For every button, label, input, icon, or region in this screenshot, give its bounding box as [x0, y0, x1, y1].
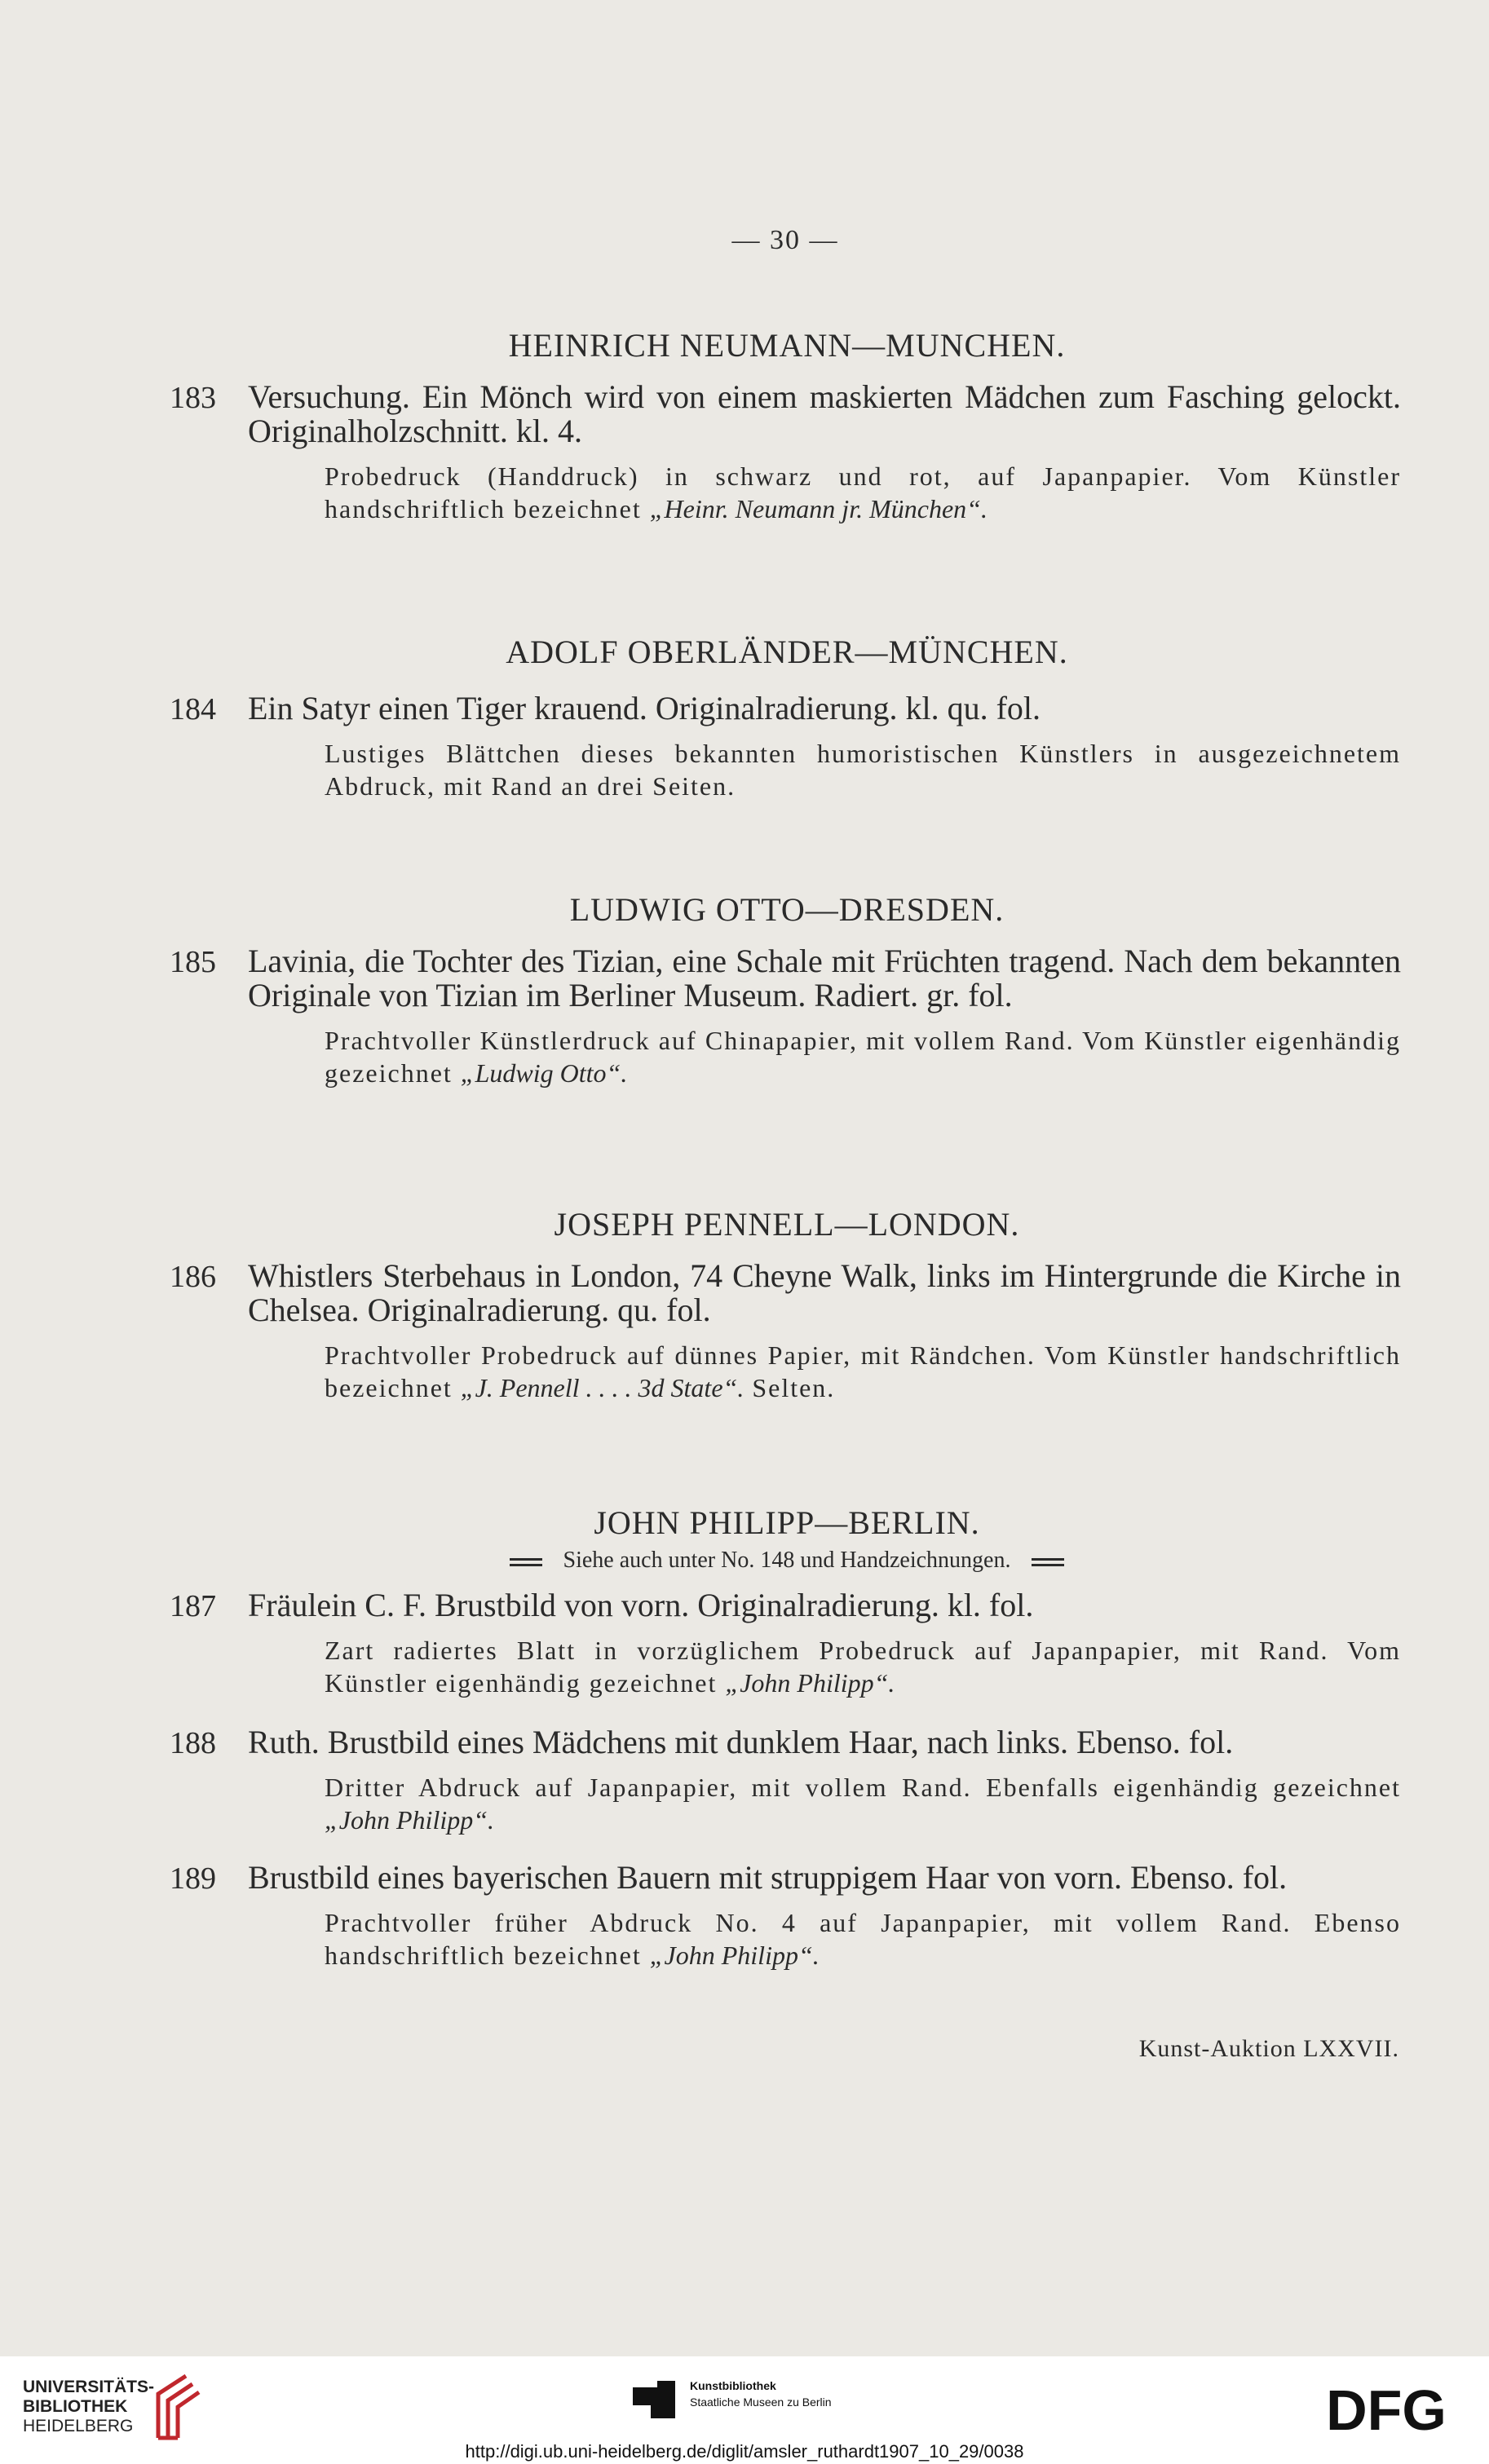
entry-title: Ruth. Brustbild eines Mädchens mit dunklem Haar, nach links. Ebenso. fol.	[248, 1724, 1234, 1760]
university-library-logo-icon	[150, 2369, 207, 2444]
entry-description	[325, 460, 1401, 525]
catalog-entry-184	[170, 691, 1401, 802]
section-heading-philipp: JOHN PHILIPP—BERLIN.	[594, 1504, 980, 1541]
page-number: — 30 —	[731, 225, 839, 255]
catalog-entry-187	[170, 1588, 1401, 1699]
artist-signature: „Heinr. Neumann jr. München“.	[649, 494, 988, 523]
entry-title: Fräulein C. F. Brustbild von vorn. Originalradierung. kl. fol.	[248, 1587, 1034, 1623]
entry-description	[325, 1339, 1401, 1404]
entry-description: Lustiges Blättchen dieses bekannten humoristischen Künstlers in ausgezeichnetem Abdruck, mit Rand an drei Seiten.	[325, 739, 1401, 801]
entry-number: 189	[170, 1861, 216, 1896]
kunstbibliothek-logo-text	[690, 2378, 832, 2410]
entry-title: Ein Satyr einen Tiger krauend. Originalradierung. kl. qu. fol.	[248, 690, 1041, 726]
double-rule-icon	[1032, 1558, 1064, 1566]
artist-signature: „John Philipp“.	[325, 1805, 495, 1835]
artist-signature: „John Philipp“.	[725, 1668, 895, 1698]
entry-number: 186	[170, 1260, 216, 1294]
source-url[interactable]: http://digi.ub.uni-heidelberg.de/diglit/amsler_ruthardt1907_10_29/0038	[465, 2441, 1024, 2462]
kunstbibliothek-subtitle: Staatliche Museen zu Berlin	[690, 2396, 832, 2409]
entry-description-text: Zart radiertes Blatt in vorzüglichem Probedruck auf Japanpapier, mit Rand. Vom Künstler eigenhändig gezeichnet	[325, 1636, 1401, 1698]
entry-description-text: Dritter Abdruck auf Japanpapier, mit vollem Rand. Ebenfalls eigenhändig gezeichnet	[325, 1773, 1401, 1802]
section-heading-oberlaender: ADOLF OBERLÄNDER—MÜNCHEN.	[506, 634, 1068, 670]
entry-description	[325, 1771, 1401, 1836]
entry-number: 183	[170, 381, 216, 415]
entry-description	[325, 1906, 1401, 1972]
entry-number: 188	[170, 1726, 216, 1760]
catalog-entry-186	[170, 1259, 1401, 1404]
entry-number: 187	[170, 1589, 216, 1623]
entry-description-tail: Selten.	[744, 1373, 836, 1402]
entry-description-text: Prachtvoller Künstlerdruck auf Chinapapier, mit vollem Rand. Vom Künstler eigenhändig gezeichnet	[325, 1026, 1401, 1088]
catalog-entry-188	[170, 1725, 1401, 1836]
entry-number: 184	[170, 692, 216, 726]
kunstbibliothek-name: Kunstbibliothek	[690, 2379, 776, 2392]
entry-number: 185	[170, 945, 216, 979]
auction-catalog-mark: Kunst-Auktion LXXVII.	[1138, 2035, 1399, 2062]
entry-description-text: Probedruck (Handdruck) in schwarz und rot, auf Japanpapier. Vom Künstler handschriftlich bezeichnet	[325, 461, 1401, 523]
section-heading-otto: LUDWIG OTTO—DRESDEN.	[569, 891, 1005, 928]
section-heading-pennell: JOSEPH PENNELL—LONDON.	[554, 1206, 1020, 1243]
section-heading-neumann: HEINRICH NEUMANN—MUNCHEN.	[508, 327, 1066, 364]
entry-description-text: Prachtvoller früher Abdruck No. 4 auf Japanpapier, mit vollem Rand. Ebenso handschriftlich bezeichnet	[325, 1908, 1401, 1970]
entry-title: Versuchung. Ein Mönch wird von einem maskierten Mädchen zum Fasching gelockt. Originalholzschnitt. kl. 4.	[248, 378, 1401, 449]
kunstbibliothek-logo-icon	[633, 2381, 675, 2418]
entry-title: Brustbild eines bayerischen Bauern mit struppigem Haar von vorn. Ebenso. fol.	[248, 1859, 1288, 1896]
double-rule-icon	[510, 1558, 542, 1566]
university-line-3: HEIDELBERG	[23, 2417, 134, 2435]
university-library-logo-text	[23, 2378, 154, 2436]
catalog-entry-185	[170, 944, 1401, 1089]
university-line-1: UNIVERSITÄTS-	[23, 2378, 155, 2396]
catalog-entry-183	[170, 380, 1401, 525]
artist-signature: „John Philipp“.	[649, 1941, 820, 1970]
artist-signature: „J. Pennell . . . . 3d State“.	[460, 1373, 744, 1402]
university-line-2: BIBLIOTHEK	[23, 2397, 128, 2416]
cross-reference-text: Siehe auch unter No. 148 und Handzeichnungen.	[563, 1548, 1011, 1573]
dfg-logo	[1313, 2379, 1460, 2438]
entry-description-text: Prachtvoller Probedruck auf dünnes Papier, mit Rändchen. Vom Künstler handschriftlich bezeichnet	[325, 1340, 1401, 1402]
cross-reference-note	[0, 1548, 1489, 1574]
artist-signature: „Ludwig Otto“.	[460, 1058, 628, 1088]
catalog-entry-189	[170, 1861, 1401, 1972]
entry-description	[325, 1634, 1401, 1699]
digitization-footer	[0, 2356, 1489, 2464]
entry-title: Whistlers Sterbehaus in London, 74 Cheyne Walk, links im Hintergrunde die Kirche in Chelsea. Originalradierung. qu. fol.	[248, 1257, 1401, 1328]
entry-description	[325, 1024, 1401, 1089]
entry-title: Lavinia, die Tochter des Tizian, eine Schale mit Früchten tragend. Nach dem bekannten Originale von Tizian im Berliner Museum. Radiert. gr. fol.	[248, 943, 1401, 1013]
dfg-logo-text: DFG	[1326, 2379, 1447, 2438]
